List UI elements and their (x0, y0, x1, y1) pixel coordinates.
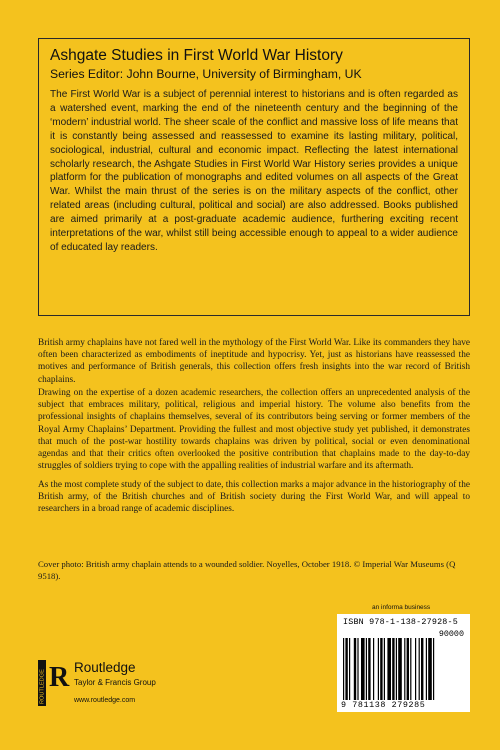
blurb-paragraph-3: As the most complete study of the subject to date, this collection marks a major advance in the historiography of the British army, of the British churches and of British society during the First World War, and will appeal to researchers in a broad range of academic disciplines. (38, 480, 470, 515)
series-info-box (38, 38, 470, 316)
routledge-logo-icon (38, 660, 72, 706)
publisher-group: Taylor & Francis Group (74, 678, 156, 687)
informa-tagline: an informa business (372, 604, 431, 611)
publisher-website: www.routledge.com (74, 697, 136, 704)
isbn-number: ISBN 978-1-138-27928-5 (343, 617, 458, 627)
logo-side-text: ROUTLEDGE (39, 669, 46, 704)
series-description: The First World War is a subject of perennial interest to historians and is often regarded as a watershed event, marking the end of the nineteenth century and the beginning of the ‘modern’ industrial world. The sheer scale of the conflict and massive loss of life means that it is constantly being assessed and reassessed to examine its lasting military, political, sociological, industrial, cultural and economic impact. Reflecting the latest international scholarly research, the Ashgate Studies in First World War History series provides a unique platform for the publication of monographs and edited volumes on all aspects of the Great War. Whilst the main thrust of the series is on the military aspects of the conflict, other related areas (including cultural, political and social) are also addressed. Books published are aimed primarily at a post-graduate academic audience, furthering exciting recent interpretations of the war, whilst still being accessible enough to appeal to a wider audience of educated lay readers. (50, 89, 458, 253)
barcode-digits: 9 781138 279285 (341, 700, 426, 710)
series-title: Ashgate Studies in First World War History (50, 47, 343, 64)
blurb-paragraph-2: Drawing on the expertise of a dozen academic researchers, the collection offers an unprecedented analysis of the subject that embraces military, political, religious and imperial history. The volume also benefits from the professional insights of chaplains themselves, several of its contributors being serving or former members of the Royal Army Chaplains’ Department. Providing the fullest and most objective study yet published, it demonstrates that much of the post-war hostility towards chaplains was driven by political, social or even denominational agendas and that their critics often overlooked the positive contribution that chaplains made to the day-to-day struggles of soldiers trying to cope with the appalling realities of industrial warfare and its aftermath. (38, 388, 470, 472)
blurb-paragraph-1: British army chaplains have not fared well in the mythology of the First World War. Like its commanders they have often been characterized as embodiments of ineptitude and hypocrisy. Yet, just as historians have reassessed the motives and performance of British generals, this collection offers fresh insights into the war record of British chaplains. (38, 338, 470, 385)
cover-photo-credit: Cover photo: British army chaplain attends to a wounded soldier. Noyelles, October 1918. © Imperial War Museums (Q 9518). (38, 559, 456, 581)
publisher-name: Routledge (74, 660, 136, 675)
logo-letter: R (49, 662, 70, 693)
series-editor: Series Editor: John Bourne, University of Birmingham, UK (50, 67, 362, 81)
isbn-barcode (337, 614, 470, 712)
price-code: 90000 (438, 629, 464, 639)
barcode-bars-icon (343, 638, 464, 700)
